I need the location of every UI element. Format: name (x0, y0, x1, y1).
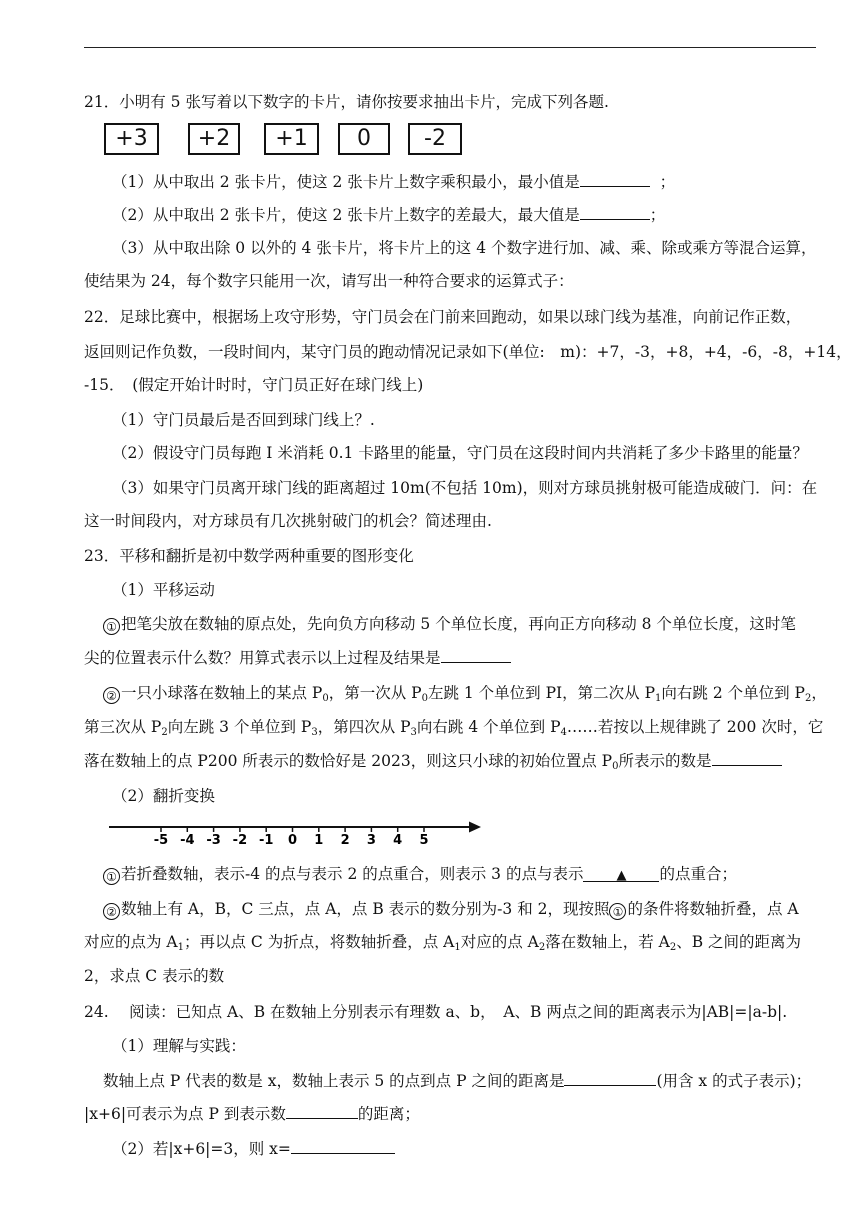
q23-section1: （1）平移运动 (112, 581, 215, 599)
number-line-label: 1 (314, 833, 324, 848)
q23-b-line3 (84, 751, 816, 777)
q24-text: (用含 x 的式子表示)； (656, 1072, 812, 1090)
q23-a-line2 (84, 648, 816, 668)
card-plus2: +2 (188, 123, 240, 155)
circled-one: ① (609, 903, 626, 920)
number-line-label: 2 (340, 833, 350, 848)
card-zero: 0 (338, 123, 390, 155)
subscript: 1 (177, 942, 184, 953)
q23-b-line2 (84, 717, 824, 743)
header-rule (84, 47, 816, 48)
q23-b-text: 第三次从 P (84, 718, 162, 736)
card-plus1: +1 (264, 123, 319, 155)
answer-blank[interactable] (286, 1104, 358, 1119)
q23-b-text: 所表示的数是 (618, 752, 712, 770)
triangle-icon: ▲ (616, 868, 627, 883)
answer-blank[interactable] (441, 648, 511, 663)
q23-b-text: ，第一次从 P (328, 684, 422, 702)
q24-text: |x+6|可表示为点 P 到表示数 (84, 1105, 286, 1123)
answer-blank[interactable] (291, 1139, 395, 1154)
q23-a-text1: 把笔尖放在数轴的原点处，先向负方向移动 5 个单位长度，再向正方向移动 8 个单位长度，这时笔 (121, 615, 796, 633)
q23-f2-text: 的条件将数轴折叠，点 A (627, 900, 799, 918)
q21-part2 (112, 205, 816, 225)
q22-part2: （2）假设守门员每跑 I 米消耗 0.1 卡路里的能量，守门员在这段时间内共消耗了多少卡路里的能量？ (112, 444, 808, 462)
subscript: 4 (560, 727, 567, 738)
q21-part1-text: （1）从中取出 2 张卡片，使这 2 张卡片上数字乘积最小，最小值是 (112, 173, 580, 191)
q22-line3: -15． (假定开始计时时，守门员正好在球门线上) (84, 376, 424, 394)
number-line-label: -3 (206, 833, 221, 848)
q24-section1: （1）理解与实践： (112, 1037, 246, 1055)
q23-f2-text: ；再以点 C 为折点，将数轴折叠，点 A (184, 933, 455, 951)
q23-b-text: ……若按以上规律跳了 200 次时，它 (566, 718, 824, 736)
q23-f2-text: 数轴上有 A，B，C 三点，点 A，点 B 表示的数分别为-3 和 2，现按照 (121, 900, 610, 918)
number-line-label: -2 (232, 833, 248, 848)
answer-blank[interactable] (580, 205, 650, 220)
q24-stem: 24. 阅读：已知点 A、B 在数轴上分别表示有理数 a、b， A、B 两点之间的距离表示为|AB|=|a-b|. (84, 1003, 788, 1021)
circled-one: ① (103, 618, 120, 635)
q23-f2-line2 (84, 932, 816, 958)
q21-part2-text: （2）从中取出 2 张卡片，使这 2 张卡片上数字的差最大，最大值是 (112, 206, 580, 224)
card-minus2: -2 (408, 123, 462, 155)
q24-text: （2）若|x+6|=3，则 x= (112, 1140, 291, 1158)
q23-b-line1 (103, 683, 827, 709)
number-line-label: -4 (180, 833, 195, 848)
answer-blank[interactable] (580, 172, 650, 187)
q21-part1-end: ； (659, 173, 676, 191)
q23-f1-line (103, 864, 816, 885)
subscript: 0 (322, 693, 329, 704)
q23-b-text: ，第四次从 P (317, 718, 411, 736)
q23-b-text: ， (811, 684, 827, 702)
subscript: 3 (410, 727, 417, 738)
q22-part1: （1）守门员最后是否回到球门线上？. (112, 411, 375, 429)
q22-line2: 返回则记作负数，一段时间内，某守门员的跑动情况记录如下(单位: m)：+7，-3，+8，+4，-6，-8，+14， (84, 343, 852, 361)
q21-part2-end: ； (649, 206, 666, 224)
subscript: 0 (612, 761, 619, 772)
q23-f2-line1 (103, 899, 816, 920)
q23-b-text: 左跳 1 个单位到 PI，第二次从 P (427, 684, 656, 702)
circled-two: ② (103, 687, 120, 704)
q21-part3-line2: 使结果为 24，每个数字只能用一次，请写出一种符合要求的运算式子： (84, 272, 574, 290)
q23-b-text: 向右跳 4 个单位到 P (416, 718, 561, 736)
card-plus3: +3 (104, 123, 159, 155)
subscript: 1 (454, 942, 461, 953)
q24-text: 的距离； (357, 1105, 420, 1123)
number-line-label: -1 (258, 833, 274, 848)
q24-line1 (103, 1071, 816, 1091)
q23-b-text: 向右跳 2 个单位到 P (661, 684, 805, 702)
q22-line1: 22．足球比赛中，根据场上攻守形势，守门员会在门前来回跑动，如果以球门线为基准，向前记作正数， (84, 308, 802, 326)
subscript: 1 (655, 693, 662, 704)
q21-part3-line1: （3）从中取出除 0 以外的 4 张卡片，将卡片上的这 4 个数字进行加、减、乘、除或乘方等混合运算， (112, 239, 817, 257)
q24-line2 (84, 1104, 816, 1124)
subscript: 2 (538, 942, 546, 953)
q23-f2-text: 、B 之间的距离为 (676, 933, 802, 951)
q23-a-text2: 尖的位置表示什么数？用算式表示以上过程及结果是 (84, 649, 441, 667)
q22-part3-line1: （3）如果守门员离开球门线的距离超过 10m(不包括 10m)，则对方球员挑射极可能造成破门．问：在 (112, 479, 818, 497)
q23-f1-text: 若折叠数轴，表示-4 的点与表示 2 的点重合，则表示 3 的点与表示 (121, 865, 584, 883)
q23-b-text: 一只小球落在数轴上的某点 P (121, 684, 323, 702)
q21-part1 (112, 172, 816, 192)
q21-stem: 21．小明有 5 张写着以下数字的卡片，请你按要求抽出卡片，完成下列各题. (84, 93, 609, 111)
circled-two: ② (103, 903, 120, 920)
arrow-right-icon (469, 822, 481, 833)
number-line-label: 0 (287, 833, 298, 848)
number-line-label: 3 (366, 833, 376, 848)
q23-b-text: 向左跳 3 个单位到 P (167, 718, 312, 736)
number-line-label: 5 (419, 833, 429, 848)
subscript: 2 (669, 942, 677, 953)
number-line (105, 814, 490, 850)
q24-part2 (112, 1139, 816, 1159)
number-line-label: -5 (153, 833, 169, 848)
q23-a-line1 (103, 614, 816, 635)
q23-f2-text: 对应的点 A (460, 933, 539, 951)
q23-f2-text: 对应的点为 A (84, 933, 178, 951)
answer-blank[interactable] (712, 751, 782, 766)
q23-stem: 23．平移和翻折是初中数学两种重要的图形变化 (84, 547, 414, 565)
answer-blank[interactable] (564, 1071, 656, 1086)
q23-f2-text: 落在数轴上，若 A (545, 933, 670, 951)
q24-text: 数轴上点 P 代表的数是 x，数轴上表示 5 的点到点 P 之间的距离是 (103, 1072, 565, 1090)
subscript: 0 (421, 693, 428, 704)
q22-part3-line2: 这一时间段内，对方球员有几次挑射破门的机会？简述理由. (84, 512, 492, 530)
circled-one: ① (103, 868, 120, 885)
subscript: 3 (311, 727, 318, 738)
answer-blank[interactable] (583, 867, 659, 882)
number-line-label: 4 (393, 833, 403, 848)
q23-section2: （2）翻折变换 (112, 787, 215, 805)
q23-f1-text: 的点重合； (659, 865, 737, 883)
subscript: 2 (804, 693, 812, 704)
subscript: 2 (161, 727, 168, 738)
q23-f2-line3: 2，求点 C 表示的数 (84, 967, 225, 985)
q23-b-text: 落在数轴上的点 P200 所表示的数恰好是 2023，则这只小球的初始位置点 P (84, 752, 613, 770)
